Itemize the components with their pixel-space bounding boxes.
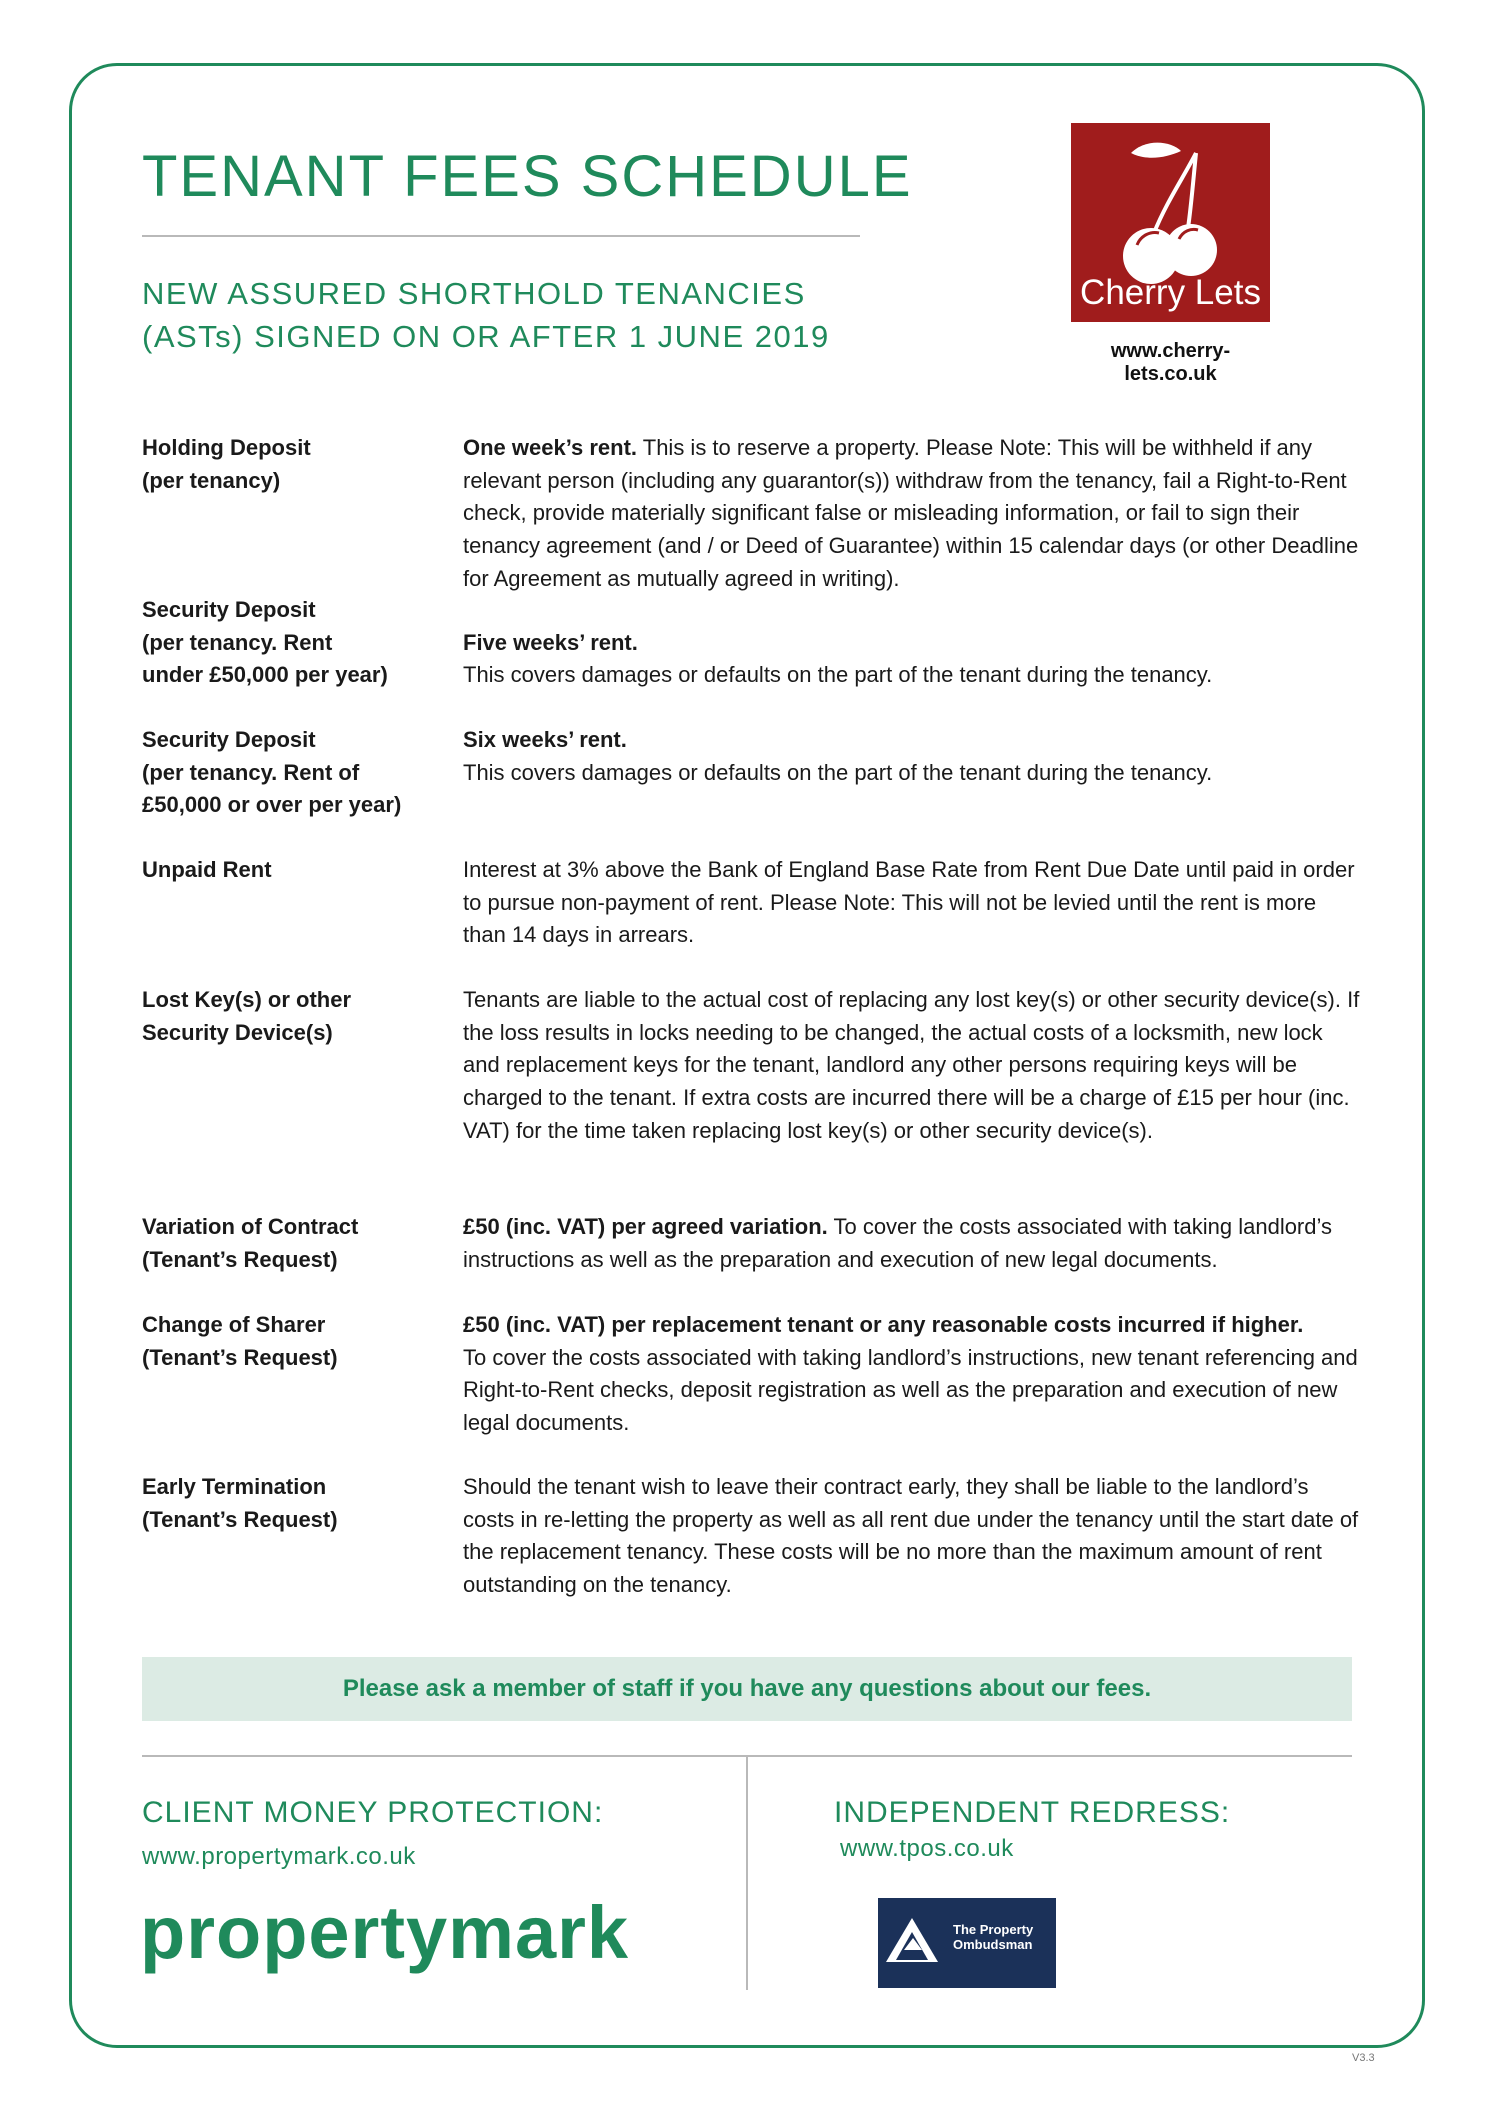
fee-amount: £50 (inc. VAT) per agreed variation.: [463, 1214, 828, 1239]
fee-description: [463, 1471, 1363, 1602]
fee-detail: Interest at 3% above the Bank of England Base Rate from Rent Due Date until paid in order to pursue non-payment of rent. Please Note: This will not be levied until the rent is more than 14 days in arrears.: [463, 857, 1355, 948]
page-subtitle: [142, 272, 882, 358]
fee-detail: To cover the costs associated with taking landlord’s instructions, new tenant referencing and Right-to-Rent checks, deposit registration as well as the preparation and execution of new legal documents.: [463, 1344, 1358, 1436]
fee-label: [142, 1211, 442, 1276]
fee-label: [142, 594, 442, 692]
ombudsman-name-line: Ombudsman: [953, 1937, 1033, 1952]
ombudsman-triangle-icon: [878, 1898, 948, 1988]
fee-label-line: Security Deposit: [142, 597, 316, 622]
fee-row-security-deposit-over: [142, 724, 1352, 854]
fee-description: [463, 432, 1363, 596]
fee-row-early-termination: [142, 1471, 1359, 1602]
fee-amount: £50 (inc. VAT) per replacement tenant or any reasonable costs incurred if higher.: [463, 1312, 1304, 1337]
fee-label: [142, 1309, 442, 1374]
ombudsman-name: [953, 1922, 1033, 1952]
fee-description: [463, 627, 1363, 692]
independent-redress-heading: INDEPENDENT REDRESS:: [834, 1796, 1231, 1829]
fee-detail: This is to reserve a property. Please Note: This will be withheld if any relevant person (including any guarantor(s)) withdraw from the tenancy, fail a Right-to-Rent check, provide materially significant false or misleading information, or fail to sign their tenancy agreement (and / or Deed of Guarantee) within 15 calendar days (or other Deadline for Agreement as mutually agreed in writing).: [463, 435, 1359, 591]
fee-detail: This covers damages or defaults on the part of the tenant during the tenancy.: [463, 662, 1213, 688]
website-url[interactable]: www.cherry-lets.co.uk: [1110, 340, 1231, 385]
fee-label-line: Security Device(s): [142, 1019, 333, 1045]
fee-amount: Five weeks’ rent.: [463, 629, 638, 655]
fee-amount: One week’s rent.: [463, 435, 638, 460]
fee-label-line: under £50,000 per year): [142, 662, 388, 688]
fee-row-lost-keys: [142, 984, 1360, 1211]
staff-questions-notice: Please ask a member of staff if you have any questions about our fees.: [142, 1657, 1352, 1721]
fee-detail: Tenants are liable to the actual cost of replacing any lost key(s) or other security device(s). If the loss results in locks needing to be changed, the actual costs of a locksmith, new lock and replacement keys for the tenant, landlord any other persons requiring keys will be charged to the tenant. If extra costs are incurred there will be a charge of £15 per hour (inc. VAT) for the time taken replacing lost key(s) or other security device(s).: [463, 987, 1360, 1143]
fee-description: [463, 984, 1363, 1148]
fee-detail: Should the tenant wish to leave their contract early, they shall be liable to the landlord’s costs in re-letting the property as well as all rent due under the tenancy until the start date of the replacement tenancy. These costs will be no more than the maximum amount of rent outstanding on the tenancy.: [463, 1474, 1359, 1598]
fee-amount: Six weeks’ rent.: [463, 727, 627, 752]
tpos-url[interactable]: www.tpos.co.uk: [840, 1835, 1014, 1862]
fee-label-line: Security Deposit: [142, 727, 316, 752]
fee-row-unpaid-rent: [142, 854, 1355, 984]
fee-row-holding-deposit: [142, 432, 1359, 594]
fee-row-security-deposit-under: [142, 594, 1352, 724]
fee-row-change-of-sharer: [142, 1309, 1358, 1471]
property-ombudsman-logo: [878, 1898, 1056, 1988]
fee-detail: To cover the costs associated with taking landlord’s instructions as well as the preparation and execution of new legal documents.: [463, 1214, 1332, 1272]
fee-row-variation-of-contract: [142, 1211, 1352, 1309]
fee-label-line: Holding Deposit: [142, 435, 311, 460]
fee-label: [142, 432, 442, 497]
footer-column-divider: [746, 1757, 748, 1990]
ombudsman-name-line: The Property: [953, 1922, 1034, 1937]
fee-label-line: (Tenant’s Request): [142, 1506, 338, 1532]
fee-label: [142, 724, 442, 822]
fees-schedule: [142, 432, 1360, 1602]
subtitle-line-1: NEW ASSURED SHORTHOLD TENANCIES: [142, 276, 806, 311]
fee-detail: This covers damages or defaults on the part of the tenant during the tenancy.: [463, 759, 1213, 785]
fee-label-line: Unpaid Rent: [142, 857, 272, 882]
fee-label-line: (per tenancy): [142, 467, 281, 493]
fee-description: [463, 854, 1363, 952]
fee-label-line: (Tenant’s Request): [142, 1246, 338, 1272]
fee-description: [463, 1211, 1363, 1276]
fee-label-line: Lost Key(s) or other: [142, 987, 352, 1012]
fee-label: [142, 984, 442, 1049]
propertymark-logo: propertymark: [140, 1891, 630, 1974]
fee-label-line: (Tenant’s Request): [142, 1344, 338, 1370]
fee-label-line: Variation of Contract: [142, 1214, 359, 1239]
logo-brand-name: Cherry Lets: [1080, 273, 1261, 312]
title-divider: [142, 235, 860, 237]
client-money-protection-heading: CLIENT MONEY PROTECTION:: [142, 1796, 604, 1829]
subtitle-line-2: (ASTs) SIGNED ON OR AFTER 1 JUNE 2019: [142, 319, 830, 354]
fee-label: [142, 854, 442, 887]
fee-label-line: £50,000 or over per year): [142, 792, 402, 818]
fee-description: [463, 724, 1363, 789]
fee-label-line: (per tenancy. Rent of: [142, 759, 360, 785]
fee-label-line: Early Termination: [142, 1474, 327, 1499]
cherry-lets-logo: [1071, 123, 1270, 322]
fee-label-line: (per tenancy. Rent: [142, 629, 333, 655]
propertymark-url[interactable]: www.propertymark.co.uk: [142, 1843, 416, 1870]
fee-label: [142, 1471, 442, 1536]
page-title: TENANT FEES SCHEDULE: [142, 144, 913, 209]
version-number: V3.3: [1352, 2052, 1375, 2064]
fee-description: [463, 1309, 1363, 1440]
fee-label-line: Change of Sharer: [142, 1312, 326, 1337]
